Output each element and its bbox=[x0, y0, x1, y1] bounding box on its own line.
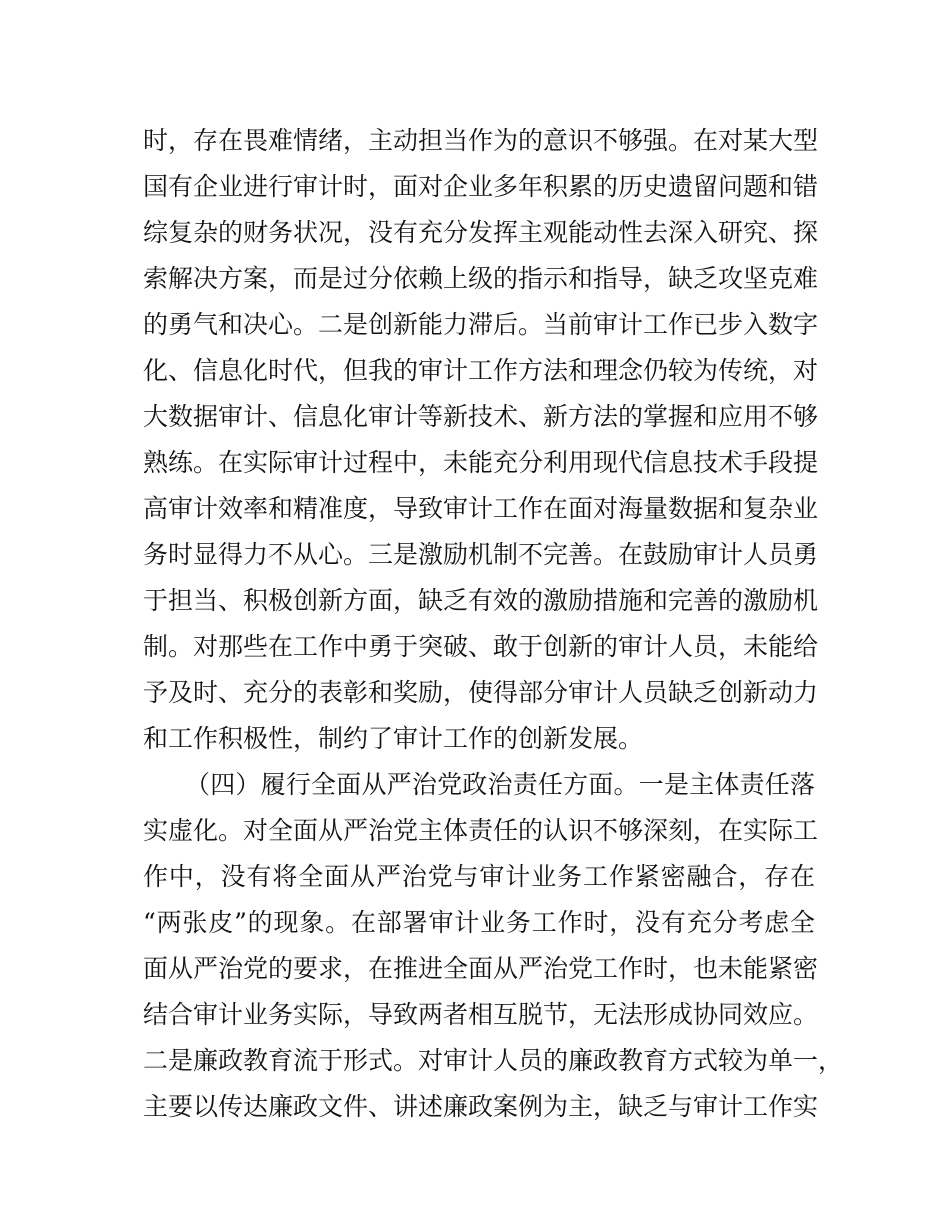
body-text-line: 国有企业进行审计时，面对企业多年积累的历史遗留问题和错 bbox=[143, 172, 819, 201]
section-heading-line: （四）履行全面从严治党政治责任方面。一是主体责任落 bbox=[185, 770, 815, 799]
body-text-line: 予及时、充分的表彰和奖励，使得部分审计人员缺乏创新动力 bbox=[143, 678, 819, 707]
body-text-line: 结合审计业务实际，导致两者相互脱节，无法形成协同效应。 bbox=[143, 1000, 819, 1029]
body-text-line: 大数据审计、信息化审计等新技术、新方法的掌握和应用不够 bbox=[143, 402, 819, 431]
body-text-line: 主要以传达廉政文件、讲述廉政案例为主，缺乏与审计工作实 bbox=[143, 1092, 819, 1121]
body-text-line: 面从严治党的要求，在推进全面从严治党工作时，也未能紧密 bbox=[143, 954, 819, 983]
body-text-line: 实虚化。对全面从严治党主体责任的认识不够深刻，在实际工 bbox=[143, 816, 819, 845]
body-text-line: 时，存在畏难情绪，主动担当作为的意识不够强。在对某大型 bbox=[143, 126, 819, 155]
body-text-line: 二是廉政教育流于形式。对审计人员的廉政教育方式较为单一， bbox=[143, 1046, 844, 1075]
body-text-line: 制。对那些在工作中勇于突破、敢于创新的审计人员，未能给 bbox=[143, 632, 819, 661]
body-text-line: 索解决方案，而是过分依赖上级的指示和指导，缺乏攻坚克难 bbox=[143, 264, 819, 293]
body-text-line: 的勇气和决心。二是创新能力滞后。当前审计工作已步入数字 bbox=[143, 310, 819, 339]
body-text-line: 作中，没有将全面从严治党与审计业务工作紧密融合，存在 bbox=[143, 862, 815, 891]
body-text-line: 化、信息化时代，但我的审计工作方法和理念仍较为传统，对 bbox=[143, 356, 819, 385]
body-text-line: 务时显得力不从心。三是激励机制不完善。在鼓励审计人员勇 bbox=[143, 540, 819, 569]
body-text-line: 综复杂的财务状况，没有充分发挥主观能动性去深入研究、探 bbox=[143, 218, 819, 247]
body-text-line: 熟练。在实际审计过程中，未能充分利用现代信息技术手段提 bbox=[143, 448, 819, 477]
body-text-line: 于担当、积极创新方面，缺乏有效的激励措施和完善的激励机 bbox=[143, 586, 819, 615]
body-text-line: “两张皮”的现象。在部署审计业务工作时，没有充分考虑全 bbox=[143, 908, 815, 937]
body-text-line: 高审计效率和精准度，导致审计工作在面对海量数据和复杂业 bbox=[143, 494, 819, 523]
body-text-line: 和工作积极性，制约了审计工作的创新发展。 bbox=[143, 724, 644, 753]
